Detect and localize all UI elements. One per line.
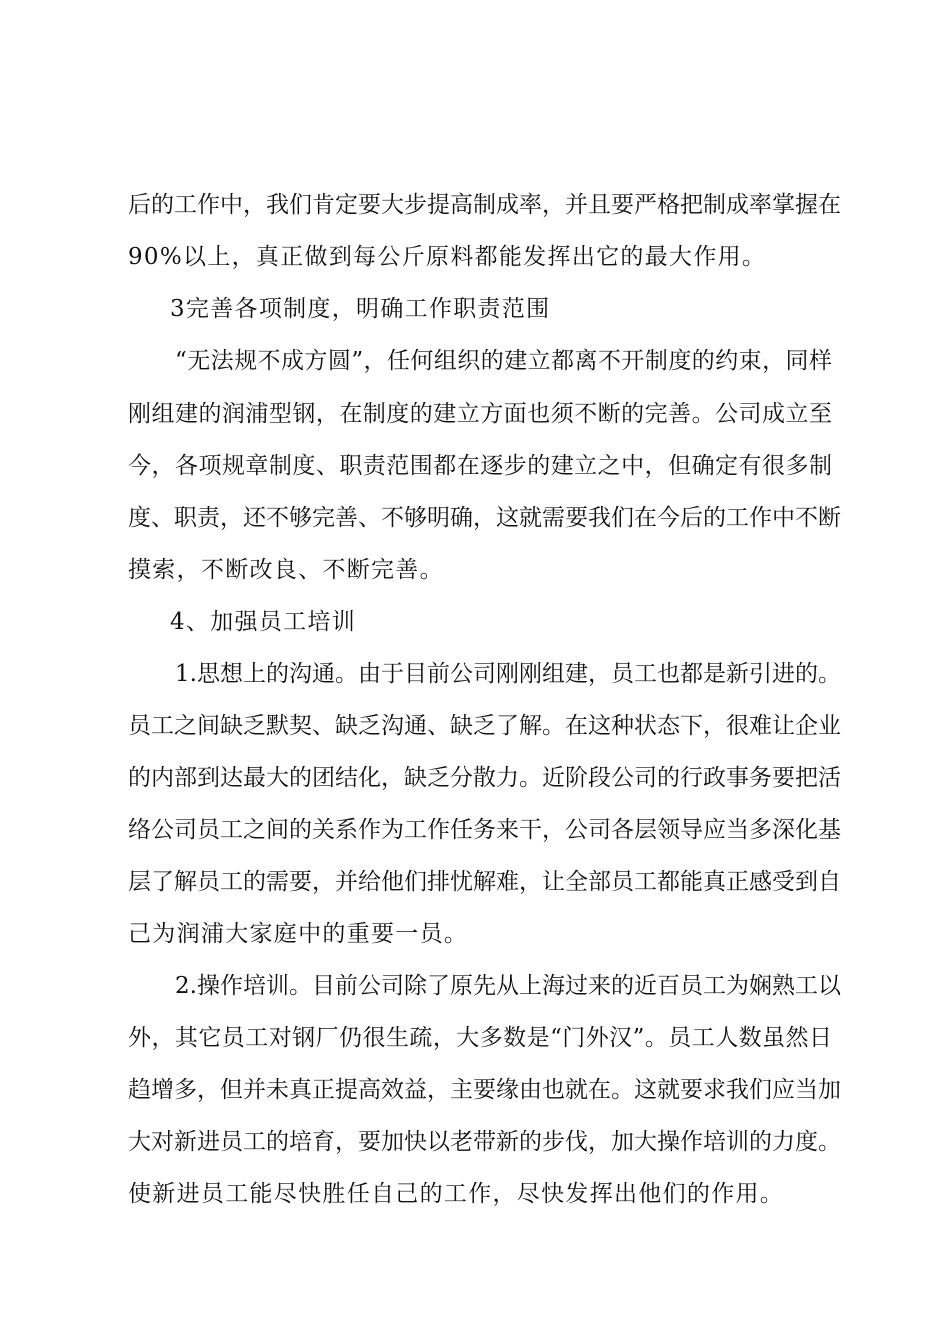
body-text-line: 趋增多，但并未真正提高效益，主要缘由也就在。这就要求我们应当加 bbox=[128, 1077, 841, 1103]
body-text-line: 1.思想上的沟通。由于目前公司刚刚组建，员工也都是新引进的。 bbox=[175, 661, 841, 687]
body-text-line: 员工之间缺乏默契、缺乏沟通、缺乏了解。在这种状态下，很难让企业 bbox=[128, 713, 841, 739]
body-text-line: 度、职责，还不够完善、不够明确，这就需要我们在今后的工作中不断 bbox=[128, 505, 841, 531]
body-text-line: 外，其它员工对钢厂仍很生疏，大多数是“门外汉”。员工人数虽然日 bbox=[128, 1025, 832, 1051]
body-text-line: 今，各项规章制度、职责范围都在逐步的建立之中，但确定有很多制 bbox=[128, 453, 832, 479]
body-text-line: 后的工作中，我们肯定要大步提高制成率，并且要严格把制成率掌握在 bbox=[128, 192, 841, 218]
body-text-line: 络公司员工之间的关系作为工作任务来干，公司各层领导应当多深化基 bbox=[128, 817, 841, 843]
body-text-line: 刚组建的润浦型钢，在制度的建立方面也须不断的完善。公司成立至 bbox=[128, 401, 832, 427]
body-text-line: 大对新进员工的培育，要加快以老带新的步伐，加大操作培训的力度。 bbox=[128, 1129, 841, 1155]
body-text-line: 2.操作培训。目前公司除了原先从上海过来的近百员工为娴熟工以 bbox=[175, 973, 841, 999]
body-text-line: 己为润浦大家庭中的重要一员。 bbox=[128, 921, 469, 947]
body-text-line: 层了解员工的需要，并给他们排忧解难，让全部员工都能真正感受到自 bbox=[128, 869, 841, 895]
body-text-line: “无法规不成方圆”，任何组织的建立都离不开制度的约束，同样 bbox=[175, 348, 832, 374]
section-heading: 4、加强员工培训 bbox=[170, 609, 357, 635]
body-text-line: 90%以上，真正做到每公斤原料都能发挥出它的最大作用。 bbox=[128, 244, 767, 270]
body-text-line: 的内部到达最大的团结化，缺乏分散力。近阶段公司的行政事务要把活 bbox=[128, 765, 841, 791]
body-text-line: 使新进员工能尽快胜任自己的工作，尽快发挥出他们的作用。 bbox=[128, 1181, 785, 1207]
body-text-line: 摸索，不断改良、不断完善。 bbox=[128, 557, 444, 583]
section-heading: 3完善各项制度，明确工作职责范围 bbox=[170, 296, 551, 322]
